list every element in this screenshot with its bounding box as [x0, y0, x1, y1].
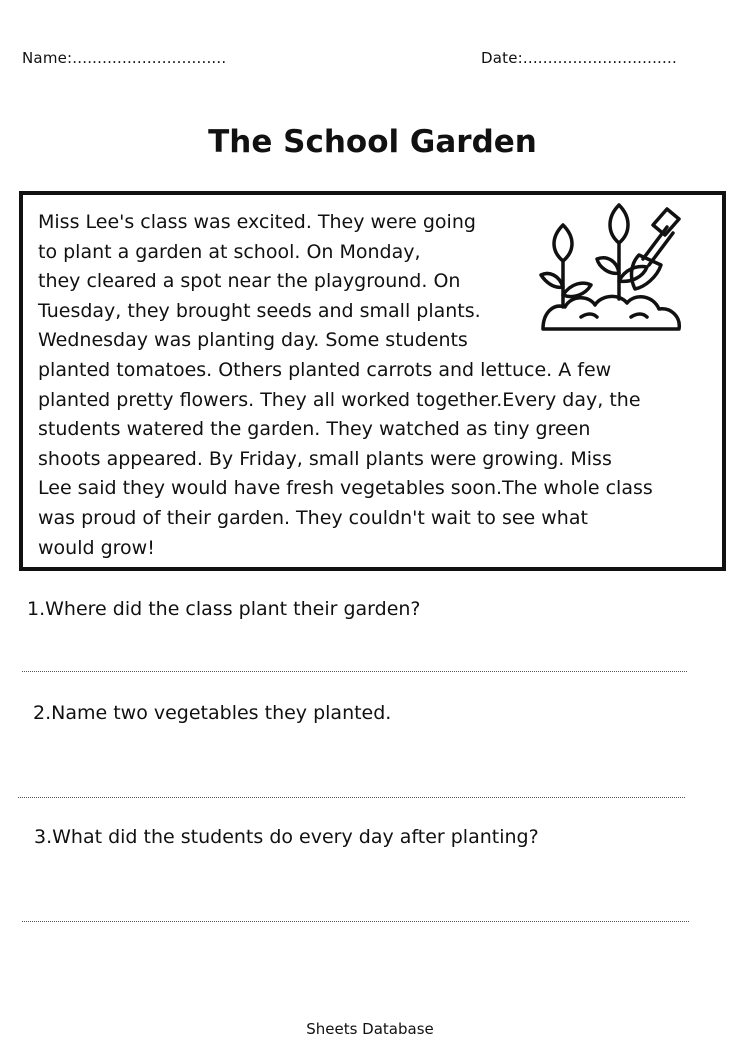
- story-line: Wednesday was planting day. Some students: [38, 329, 468, 352]
- footer-credit: Sheets Database: [306, 1020, 434, 1038]
- story-line: was proud of their garden. They couldn't wait to see what: [38, 506, 588, 529]
- story-line: shoots appeared. By Friday, small plants were growing. Miss: [38, 447, 612, 470]
- answer-line-1[interactable]: [22, 671, 687, 672]
- story-box: [19, 191, 726, 571]
- date-field[interactable]: Date:...............................: [481, 49, 677, 67]
- story-line: students watered the garden. They watched as tiny green: [38, 418, 591, 441]
- story-line: to plant a garden at school. On Monday,: [38, 240, 421, 263]
- question-1: 1.Where did the class plant their garden?: [27, 598, 421, 620]
- page-title: The School Garden: [208, 124, 537, 160]
- garden-plants-shovel-icon: [535, 203, 685, 333]
- name-field[interactable]: Name:...............................: [22, 49, 227, 67]
- story-line: Lee said they would have fresh vegetables soon.The whole class: [38, 477, 653, 500]
- question-3: 3.What did the students do every day after planting?: [34, 826, 539, 848]
- story-line: planted tomatoes. Others planted carrots and lettuce. A few: [38, 358, 612, 381]
- answer-line-2[interactable]: [18, 797, 685, 798]
- story-line: planted pretty flowers. They all worked together.Every day, the: [38, 388, 641, 411]
- question-2: 2.Name two vegetables they planted.: [33, 702, 392, 724]
- story-line: Tuesday, they brought seeds and small plants.: [38, 299, 481, 322]
- story-line: would grow!: [38, 536, 155, 559]
- story-line: Miss Lee's class was excited. They were going: [38, 211, 476, 233]
- answer-line-3[interactable]: [22, 921, 689, 922]
- story-line: they cleared a spot near the playground. On: [38, 270, 461, 293]
